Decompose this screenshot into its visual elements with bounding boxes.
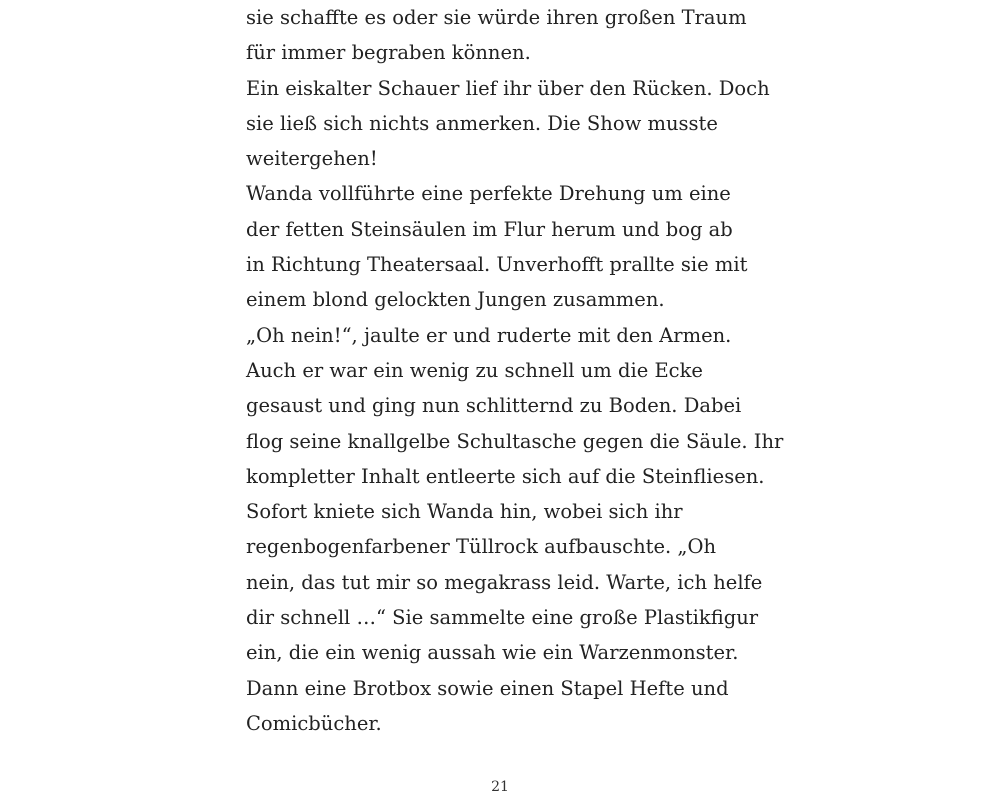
text-line: gesaust und ging nun schlitternd zu Boden. Dabei: [246, 394, 742, 418]
text-line: Dann eine Brotbox sowie einen Stapel Hefte und: [246, 676, 729, 700]
text-line: dir schnell …“ Sie sammelte eine große Plastikfigur: [246, 606, 759, 630]
text-line: einem blond gelockten Jungen zusammen.: [246, 288, 665, 312]
text-line: Auch er war ein wenig zu schnell um die Ecke: [246, 358, 703, 382]
text-line: Ein eiskalter Schauer lief ihr über den Rücken. Doch: [246, 76, 770, 100]
text-line: „Oh nein!“, jaulte er und ruderte mit den Armen.: [246, 323, 732, 347]
text-line: sie ließ sich nichts anmerken. Die Show musste: [246, 111, 718, 135]
text-line: kompletter Inhalt entleerte sich auf die Steinfliesen.: [246, 464, 765, 488]
text-line: Comicbücher.: [246, 711, 382, 735]
text-line: nein, das tut mir so megakrass leid. Warte, ich helfe: [246, 570, 763, 594]
text-line: ein, die ein wenig aussah wie ein Warzenmonster.: [246, 641, 739, 665]
text-line: in Richtung Theatersaal. Unverhofft prallte sie mit: [246, 253, 748, 277]
text-line: flog seine knallgelbe Schultasche gegen die Säule. Ihr: [246, 429, 784, 453]
text-line: weitergehen!: [246, 147, 378, 171]
body-text: [246, 0, 806, 741]
page-number: 21: [491, 779, 509, 795]
text-line: Sofort kniete sich Wanda hin, wobei sich ihr: [246, 500, 683, 524]
text-line: der fetten Steinsäulen im Flur herum und bog ab: [246, 217, 733, 241]
text-line: Wanda vollführte eine perfekte Drehung um eine: [246, 182, 731, 206]
text-line: regenbogenfarbener Tüllrock aufbauschte. „Oh: [246, 535, 717, 559]
text-line: sie schaffte es oder sie würde ihren großen Traum: [246, 6, 747, 29]
text-line: für immer begraben können.: [246, 41, 531, 65]
